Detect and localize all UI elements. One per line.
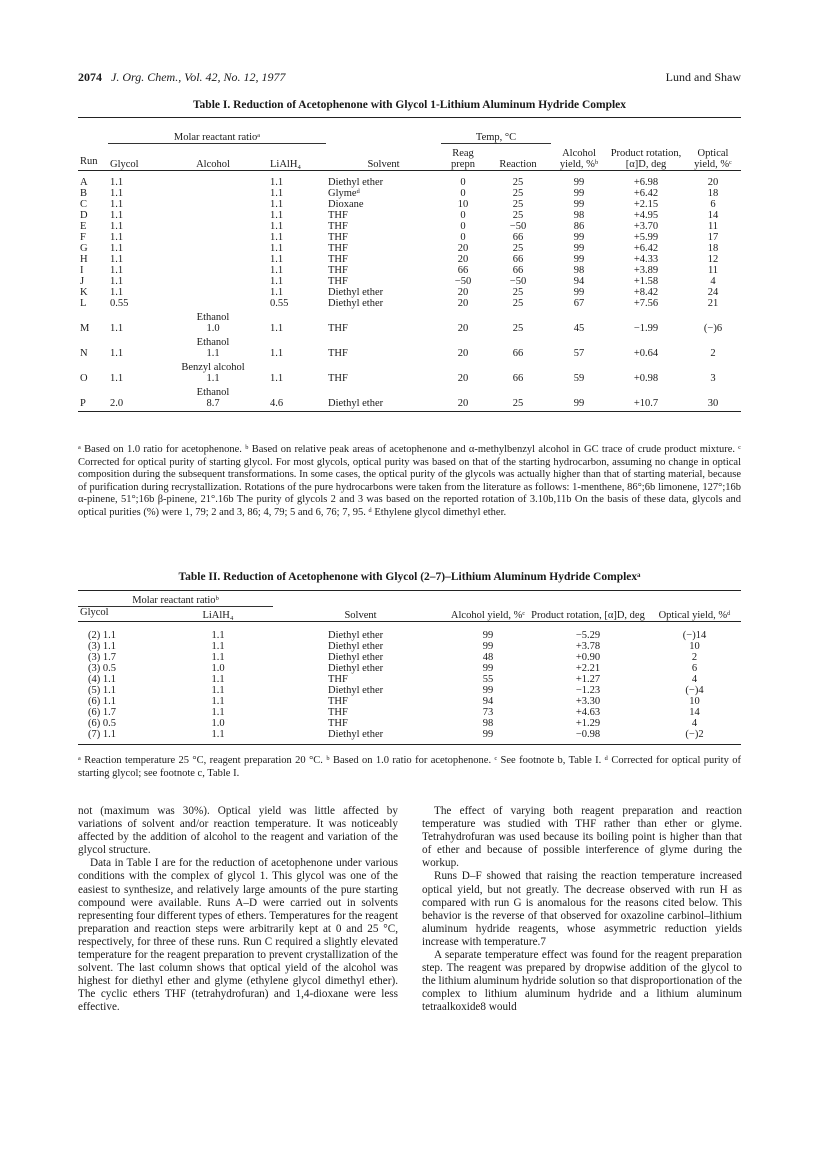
reaction-temp-cell: 66 — [512, 232, 524, 243]
alcohol-yield-cell: 99 — [573, 254, 585, 265]
lialh4-cell: 1.1 — [270, 188, 284, 199]
table-row — [78, 729, 741, 745]
reaction-temp-cell: 66 — [512, 254, 524, 265]
lialh4-cell: 1.1 — [270, 210, 284, 221]
run-cell: D — [80, 210, 88, 221]
alcohol-yield-cell: 98 — [573, 265, 585, 276]
rotation-cell: +3.89 — [633, 265, 659, 276]
table-row — [78, 210, 741, 221]
t2-molar-group-header: Molar reactant ratioᵇ — [132, 595, 219, 606]
body-paragraph: The effect of varying both reagent preparation and reaction temperature was studied with THF rather than ether or glyme. Tetrahydrofuran was used because its boiling point is higher than that of ether and because of possible interference of glyme during the workup. — [422, 805, 742, 870]
glycol-cell: 1.1 — [110, 287, 124, 298]
rotation-cell: +8.42 — [633, 287, 659, 298]
t1-alcohol-header: Alcohol — [158, 144, 268, 171]
lialh4-cell: 1.1 — [270, 348, 284, 359]
optical-yield-cell: 6 — [710, 199, 716, 210]
solvent-cell: THF — [328, 696, 348, 707]
optical-yield-cell: 17 — [707, 232, 719, 243]
glycol-cell: (4) 1.1 — [88, 674, 116, 685]
lialh4-cell: 1.1 — [270, 373, 284, 384]
solvent-cell: Diethyl ether — [328, 685, 384, 696]
run-cell: L — [80, 298, 87, 309]
optical-yield-cell: (−)4 — [685, 685, 704, 696]
glycol-cell: (6) 1.7 — [88, 707, 116, 718]
alcohol-yield-cell: 45 — [573, 323, 585, 334]
rotation-cell: +1.58 — [633, 276, 659, 287]
alcohol-name-row — [78, 384, 741, 398]
page-header — [78, 70, 741, 85]
rotation-cell: +1.27 — [575, 674, 601, 685]
alcohol-ratio-cell — [158, 298, 268, 309]
solvent-cell: Diethyl ether — [328, 652, 384, 663]
glycol-cell: 1.1 — [110, 188, 124, 199]
glycol-cell: 1.1 — [110, 265, 124, 276]
t1-molar-group-header: Molar reactant ratioᵃ — [173, 132, 261, 143]
reag-prepn-cell: 0 — [460, 177, 466, 188]
glycol-cell: (3) 1.7 — [88, 652, 116, 663]
lialh4-cell: 1.1 — [270, 221, 284, 232]
run-cell: P — [78, 398, 108, 412]
rotation-cell: +6.98 — [633, 177, 659, 188]
alcohol-ratio-cell — [158, 171, 268, 189]
alcohol-name-cell: Benzyl alcohol — [181, 362, 245, 373]
lialh4-cell: 1.1 — [270, 323, 284, 334]
solvent-cell: Dioxane — [328, 199, 364, 210]
table-row — [78, 398, 741, 412]
alcohol-yield-cell: 99 — [448, 729, 528, 745]
optical-yield-cell: 11 — [707, 265, 719, 276]
table-row — [78, 323, 741, 334]
run-cell: C — [80, 199, 88, 210]
lialh4-cell: 1.1 — [270, 254, 284, 265]
solvent-cell: THF — [328, 373, 348, 384]
table-row — [78, 348, 741, 359]
optical-yield-cell: 21 — [707, 298, 719, 309]
glycol-cell: 1.1 — [110, 210, 124, 221]
optical-yield-cell: 20 — [707, 177, 719, 188]
table-row — [78, 254, 741, 265]
optical-yield-cell: 6 — [691, 663, 698, 674]
solvent-cell: THF — [328, 254, 348, 265]
alcohol-yield-cell: 99 — [573, 287, 585, 298]
run-cell: F — [80, 232, 86, 243]
rotation-cell: −5.29 — [575, 630, 601, 641]
alcohol-yield-cell: 99 — [551, 398, 607, 412]
lialh4-cell: 1.1 — [270, 243, 284, 254]
lialh4-cell: 1.1 — [270, 276, 284, 287]
rotation-cell: +0.90 — [575, 652, 601, 663]
reag-prepn-cell: 0 — [460, 232, 466, 243]
reag-prepn-cell: 20 — [457, 323, 469, 334]
reaction-temp-cell: 25 — [485, 398, 551, 412]
glycol-cell: 1.1 — [110, 177, 124, 188]
alcohol-yield-cell: 98 — [482, 718, 494, 729]
alcohol-name-row — [78, 359, 741, 373]
optical-yield-cell: 10 — [689, 696, 700, 707]
alcohol-ratio-cell — [158, 265, 268, 276]
reag-prepn-cell: 66 — [457, 265, 469, 276]
t1-optical-header: Optical yield, %ᶜ — [694, 148, 732, 170]
t1-rotation-header: Product rotation, [α]D, deg — [610, 148, 682, 170]
t1-run-header: Run — [80, 156, 98, 167]
alcohol-yield-cell: 99 — [573, 188, 585, 199]
reag-prepn-cell: 0 — [460, 210, 466, 221]
optical-yield-cell: 4 — [691, 718, 698, 729]
table-row — [78, 696, 741, 707]
lialh4-cell: 1.0 — [211, 663, 225, 674]
solvent-cell: Diethyl ether — [328, 641, 384, 652]
solvent-cell: Diethyl ether — [328, 177, 384, 188]
optical-yield-cell: (−)14 — [682, 630, 707, 641]
lialh4-cell: 1.1 — [211, 641, 225, 652]
alcohol-yield-cell: 55 — [482, 674, 494, 685]
lialh4-cell: 1.1 — [163, 729, 273, 745]
solvent-cell: Glymeᵈ — [328, 188, 360, 199]
lialh4-cell: 4.6 — [268, 398, 326, 412]
table1-footnote: ᵃ Based on 1.0 ratio for acetophenone. ᵇ Based on relative peak areas of acetophenone and α-methylbenzyl alcohol in GC trace of crude product mixture. ᶜ Corrected for optical purity of starting glycol. For most glycols, optical purity was based on that of the starting hydrocarbon, assuming no change in optical composition during the subsequent transformations. In some cases, the optical purity of the glycols was actually higher than that of starting material, because of purification during recrystallization. Rotations of the pure hydrocarbons were taken from the literature as follows: 1-menthene, 86°;6b limonene, 127°;16b α-pinene, 51°;16b β-pinene, 21°.16b The purity of glycols 2 and 3 was based on the reported rotation of 3.10b,11b On the basis of these data, glycols and optical purities (%) were 1, 79; 2 and 3, 86; 4, 79; 5 and 6, 76; 7, 95. ᵈ Ethylene glycol dimethyl ether. — [78, 444, 741, 518]
reaction-temp-cell: 66 — [512, 265, 524, 276]
table-row — [78, 652, 741, 663]
solvent-cell: THF — [328, 243, 348, 254]
body-paragraph: A separate temperature effect was found for the reagent preparation step. The reagent was prepared by dropwise addition of the glycol to the lithium aluminum hydride solution so that disproportionation of the complex to lithium aluminum hydride and a lithium aluminum tetraalkoxide8 would — [422, 949, 742, 1014]
optical-yield-cell: 14 — [707, 210, 719, 221]
body-left-column — [78, 805, 398, 1015]
alcohol-name-cell: Ethanol — [196, 387, 230, 398]
table-row — [78, 243, 741, 254]
optical-yield-cell: 30 — [685, 398, 741, 412]
reaction-temp-cell: 25 — [512, 210, 524, 221]
reag-prepn-cell: 20 — [457, 243, 469, 254]
alcohol-yield-cell: 57 — [573, 348, 585, 359]
alcohol-ratio-cell — [158, 199, 268, 210]
reaction-temp-cell: 25 — [512, 287, 524, 298]
glycol-cell: 1.1 — [110, 254, 124, 265]
reag-prepn-cell: 20 — [457, 373, 469, 384]
lialh4-cell: 0.55 — [270, 298, 289, 309]
rotation-cell: −1.99 — [633, 323, 659, 334]
t1-lialh4-header: LiAlH₄ — [268, 144, 326, 171]
glycol-cell: (2) 1.1 — [88, 630, 116, 641]
t1-solvent-header: Solvent — [367, 159, 400, 170]
run-cell: B — [80, 188, 88, 199]
t2-glycol-header: Glycol — [78, 607, 163, 622]
solvent-cell: THF — [328, 707, 348, 718]
t1-yield-header: Alcohol yield, %ᵇ — [559, 148, 599, 170]
alcohol-ratio-cell — [158, 188, 268, 199]
run-cell: A — [80, 177, 88, 188]
run-cell: O — [80, 373, 88, 384]
lialh4-cell: 1.1 — [270, 177, 284, 188]
rotation-cell: +3.78 — [575, 641, 601, 652]
glycol-cell: 1.1 — [110, 232, 124, 243]
glycol-cell: 1.1 — [110, 373, 124, 384]
optical-yield-cell: (−)6 — [703, 323, 723, 334]
reaction-temp-cell: 25 — [512, 177, 524, 188]
optical-yield-cell: (−)2 — [648, 729, 741, 745]
optical-yield-cell: 2 — [710, 348, 716, 359]
table-row — [78, 622, 741, 642]
alcohol-yield-cell: 99 — [482, 641, 494, 652]
reaction-temp-cell: 25 — [512, 298, 524, 309]
glycol-cell: (3) 0.5 — [88, 663, 116, 674]
reaction-temp-cell: −50 — [509, 221, 527, 232]
alcohol-ratio-cell: 8.7 — [158, 398, 268, 412]
table-row — [78, 287, 741, 298]
rotation-cell: +7.56 — [633, 298, 659, 309]
glycol-cell: (6) 1.1 — [88, 696, 116, 707]
run-cell: E — [80, 221, 87, 232]
rotation-cell: +3.70 — [633, 221, 659, 232]
t1-temp-group-header: Temp, °C — [441, 118, 551, 144]
reag-prepn-cell: 0 — [460, 188, 466, 199]
alcohol-yield-cell: 86 — [573, 221, 585, 232]
solvent-cell: Diethyl ether — [326, 398, 441, 412]
body-paragraph: Data in Table I are for the reduction of acetophenone under various conditions with the complex of glycol 1. This glycol was one of the easiest to synthesize, and relatively large amounts of the pure starting compound were available. Runs A–D were carried out in solvents representing four different types of ethers. Temperatures for the reagent preparation and reaction steps were arbitrarily kept at 0 and 25 °C, respectively, for three of these runs. Run C required a slightly elevated temperature for the reagent preparation to prevent crystallization of the solvent. The last column shows that optical yield of the alcohol was highest for diethyl ether and glyme (ethylene glycol dimethyl ether). The cyclic ethers THF (tetrahydrofuran) and 1,4-dioxane were less effective. — [78, 857, 399, 1014]
rotation-cell: +0.64 — [633, 348, 659, 359]
reag-prepn-cell: 0 — [460, 221, 466, 232]
lialh4-cell: 1.1 — [211, 685, 225, 696]
alcohol-ratio-cell: 1.1 — [206, 373, 220, 384]
optical-yield-cell: 18 — [707, 243, 719, 254]
body-paragraph: Runs D–F showed that raising the reaction temperature increased optical yield, but not greatly. The decrease observed with run H as compared with run G is anomalous for the reasons cited below. This behavior is the reverse of that observed for oxazoline carbinol–lithium aluminum hydride reagents, whose asymmetric reduction yields increase with temperature.7 — [422, 870, 742, 948]
alcohol-ratio-cell — [158, 254, 268, 265]
t2-lialh4-header: LiAlH₄ — [163, 607, 273, 622]
rotation-cell: +10.7 — [607, 398, 685, 412]
alcohol-ratio-cell — [158, 232, 268, 243]
reaction-temp-cell: 25 — [512, 199, 524, 210]
header-left — [78, 70, 292, 85]
table-row — [78, 663, 741, 674]
lialh4-cell: 1.1 — [270, 232, 284, 243]
alcohol-ratio-cell — [158, 210, 268, 221]
table-row — [78, 199, 741, 210]
table2-footnote: ᵃ Reaction temperature 25 °C, reagent preparation 20 °C. ᵇ Based on 1.0 ratio for acetophenone. ᶜ See footnote b, Table I. ᵈ Corrected for optical purity of starting glycol; see footnote c, Table I. — [78, 755, 741, 779]
table2-body — [78, 622, 741, 745]
rotation-cell: −0.98 — [528, 729, 648, 745]
lialh4-cell: 1.1 — [211, 652, 225, 663]
run-cell: I — [80, 265, 84, 276]
rotation-cell: +2.21 — [575, 663, 601, 674]
page-number: 2074 — [78, 70, 102, 84]
table-row — [78, 188, 741, 199]
run-cell: K — [80, 287, 88, 298]
run-cell: N — [80, 348, 88, 359]
lialh4-cell: 1.1 — [270, 199, 284, 210]
solvent-cell: THF — [328, 718, 348, 729]
alcohol-yield-cell: 99 — [482, 630, 494, 641]
reag-prepn-cell: −50 — [454, 276, 472, 287]
glycol-cell: 1.1 — [110, 199, 124, 210]
rotation-cell: +0.98 — [633, 373, 659, 384]
alcohol-yield-cell: 48 — [482, 652, 494, 663]
alcohol-name-cell: Ethanol — [196, 312, 230, 323]
glycol-cell: (6) 0.5 — [88, 718, 116, 729]
alcohol-yield-cell: 99 — [573, 243, 585, 254]
alcohol-yield-cell: 99 — [573, 199, 585, 210]
journal-citation: J. Org. Chem., Vol. 42, No. 12, 1977 — [111, 70, 286, 84]
table2 — [78, 590, 741, 745]
reag-prepn-cell: 20 — [441, 398, 485, 412]
table-row — [78, 171, 741, 189]
lialh4-cell: 1.1 — [211, 696, 225, 707]
alcohol-ratio-cell — [158, 276, 268, 287]
solvent-cell: THF — [328, 232, 348, 243]
glycol-cell: 2.0 — [108, 398, 158, 412]
table1-title: Table I. Reduction of Acetophenone with Glycol 1-Lithium Aluminum Hydride Complex — [192, 99, 627, 111]
lialh4-cell: 1.0 — [211, 718, 225, 729]
reag-prepn-cell: 10 — [457, 199, 469, 210]
alcohol-yield-cell: 98 — [573, 210, 585, 221]
rotation-cell: +3.30 — [575, 696, 601, 707]
lialh4-cell: 1.1 — [211, 630, 225, 641]
optical-yield-cell: 4 — [710, 276, 716, 287]
optical-yield-cell: 11 — [707, 221, 719, 232]
glycol-cell: 0.55 — [110, 298, 129, 309]
t2-rotation-header: Product rotation, [α]D, deg — [531, 610, 645, 621]
alcohol-ratio-cell: 1.1 — [206, 348, 220, 359]
alcohol-name-row — [78, 334, 741, 348]
reaction-temp-cell: 25 — [512, 243, 524, 254]
rotation-cell: −1.23 — [575, 685, 601, 696]
table-row — [78, 718, 741, 729]
lialh4-cell: 1.1 — [270, 265, 284, 276]
table-row — [78, 298, 741, 309]
alcohol-yield-cell: 99 — [482, 685, 494, 696]
solvent-cell: Diethyl ether — [328, 630, 384, 641]
table-row — [78, 265, 741, 276]
optical-yield-cell: 24 — [707, 287, 719, 298]
t1-glycol-header: Glycol — [108, 144, 158, 171]
table1 — [78, 117, 741, 412]
run-cell: G — [80, 243, 88, 254]
glycol-cell: (3) 1.1 — [88, 641, 116, 652]
glycol-cell: 1.1 — [110, 276, 124, 287]
reag-prepn-cell: 20 — [457, 254, 469, 265]
optical-yield-cell: 18 — [707, 188, 719, 199]
solvent-cell: Diethyl ether — [328, 663, 384, 674]
alcohol-yield-cell: 94 — [573, 276, 585, 287]
glycol-cell: (5) 1.1 — [88, 685, 116, 696]
alcohol-ratio-cell — [158, 221, 268, 232]
alcohol-yield-cell: 59 — [573, 373, 585, 384]
solvent-cell: THF — [328, 210, 348, 221]
table-row — [78, 674, 741, 685]
lialh4-cell: 1.1 — [211, 707, 225, 718]
rotation-cell: +6.42 — [633, 243, 659, 254]
alcohol-ratio-cell — [158, 243, 268, 254]
table-row — [78, 276, 741, 287]
reaction-temp-cell: −50 — [509, 276, 527, 287]
glycol-cell: 1.1 — [110, 243, 124, 254]
rotation-cell: +5.99 — [633, 232, 659, 243]
rotation-cell: +2.15 — [633, 199, 659, 210]
alcohol-yield-cell: 94 — [482, 696, 494, 707]
solvent-cell: THF — [328, 348, 348, 359]
authors: Lund and Shaw — [665, 70, 741, 84]
solvent-cell: Diethyl ether — [328, 287, 384, 298]
glycol-cell: 1.1 — [110, 348, 124, 359]
table-row — [78, 685, 741, 696]
reag-prepn-cell: 20 — [457, 298, 469, 309]
optical-yield-cell: 12 — [707, 254, 719, 265]
body-paragraph: not (maximum was 30%). Optical yield was little affected by variations of solvent and/or reaction temperature. It was noticeably affected by the addition of alcohol to the reagent and variation of the glycol structure. — [78, 805, 398, 857]
optical-yield-cell: 2 — [691, 652, 698, 663]
reag-prepn-cell: 20 — [457, 287, 469, 298]
solvent-cell: THF — [328, 221, 348, 232]
run-cell: H — [80, 254, 88, 265]
alcohol-yield-cell: 67 — [573, 298, 585, 309]
table-row — [78, 641, 741, 652]
alcohol-name-row — [78, 309, 741, 323]
rotation-cell: +1.29 — [575, 718, 601, 729]
lialh4-cell: 1.1 — [270, 287, 284, 298]
optical-yield-cell: 10 — [689, 641, 700, 652]
optical-yield-cell: 3 — [710, 373, 716, 384]
reaction-temp-cell: 25 — [512, 188, 524, 199]
rotation-cell: +6.42 — [633, 188, 659, 199]
solvent-cell: Diethyl ether — [328, 298, 384, 309]
alcohol-yield-cell: 99 — [573, 232, 585, 243]
solvent-cell: THF — [328, 265, 348, 276]
table1-body — [78, 171, 741, 412]
solvent-cell: THF — [328, 323, 348, 334]
t2-optical-header: Optical yield, %ᵈ — [658, 610, 731, 621]
glycol-cell: 1.1 — [110, 323, 124, 334]
rotation-cell: +4.95 — [633, 210, 659, 221]
t2-yield-header: Alcohol yield, %ᶜ — [450, 610, 526, 621]
alcohol-yield-cell: 73 — [482, 707, 494, 718]
table-row — [78, 707, 741, 718]
reaction-temp-cell: 66 — [512, 373, 524, 384]
glycol-cell: (7) 1.1 — [78, 729, 163, 745]
alcohol-ratio-cell: 1.0 — [206, 323, 220, 334]
t1-reaction-header: Reaction — [499, 159, 537, 170]
alcohol-yield-cell: 99 — [573, 177, 585, 188]
body-right-column — [422, 805, 742, 1015]
solvent-cell: Diethyl ether — [273, 729, 448, 745]
alcohol-yield-cell: 99 — [482, 663, 494, 674]
lialh4-cell: 1.1 — [211, 674, 225, 685]
table-row — [78, 221, 741, 232]
alcohol-ratio-cell — [158, 287, 268, 298]
reaction-temp-cell: 25 — [512, 323, 524, 334]
optical-yield-cell: 4 — [691, 674, 698, 685]
t2-solvent-header: Solvent — [344, 610, 377, 621]
optical-yield-cell: 14 — [689, 707, 700, 718]
table-row — [78, 373, 741, 384]
solvent-cell: THF — [328, 276, 348, 287]
solvent-cell: THF — [328, 674, 348, 685]
run-cell: J — [80, 276, 85, 287]
rotation-cell: +4.33 — [633, 254, 659, 265]
table2-title: Table II. Reduction of Acetophenone with Glycol (2–7)–Lithium Aluminum Hydride Complexᵃ — [178, 571, 641, 583]
run-cell: M — [80, 323, 90, 334]
glycol-cell: 1.1 — [110, 221, 124, 232]
reag-prepn-cell: 20 — [457, 348, 469, 359]
rotation-cell: +4.63 — [575, 707, 601, 718]
t1-reag-header: Reag prepn — [451, 148, 475, 170]
table-row — [78, 232, 741, 243]
alcohol-name-cell: Ethanol — [196, 337, 230, 348]
reaction-temp-cell: 66 — [512, 348, 524, 359]
